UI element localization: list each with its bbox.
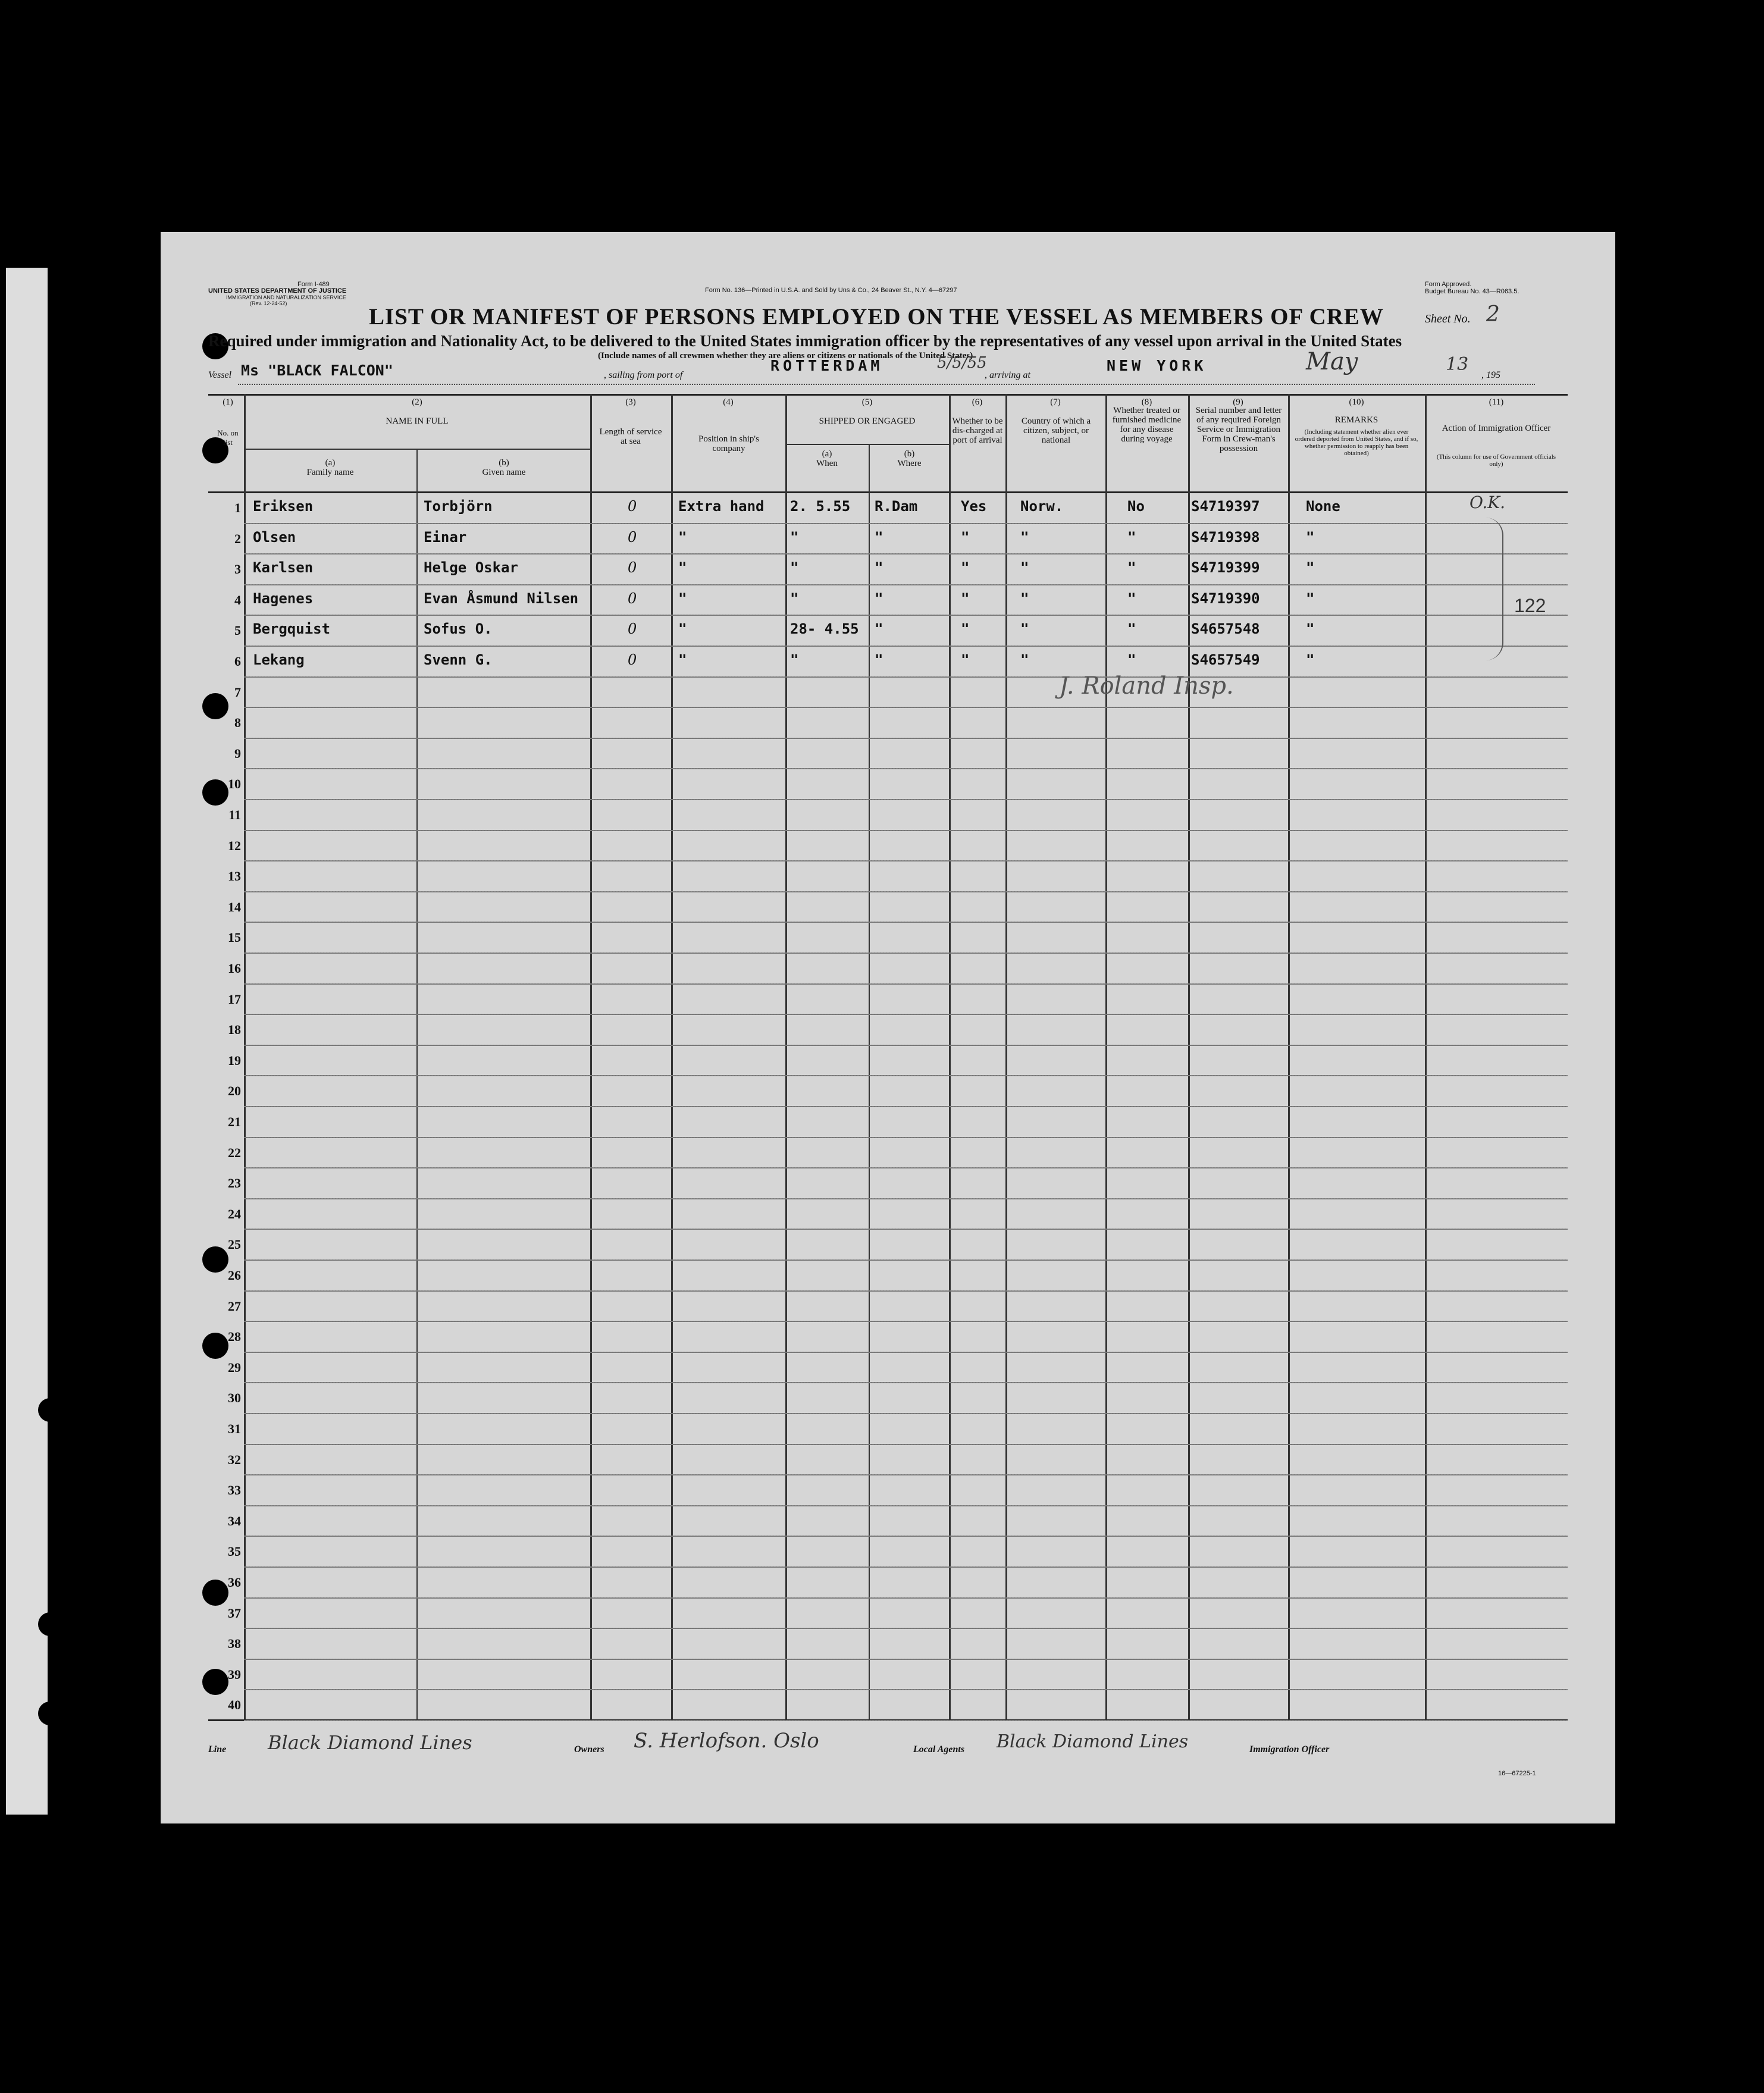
row-rule <box>244 1536 1568 1537</box>
when-cell: " <box>790 559 799 576</box>
row-number: 21 <box>228 1114 241 1129</box>
row-rule <box>244 1689 1568 1690</box>
given-name-cell: Einar <box>424 528 467 546</box>
when-cell: 28- 4.55 <box>790 621 859 638</box>
col-divider <box>1425 394 1427 1721</box>
col6-num: (6) <box>972 397 983 407</box>
line-label: Line <box>208 1744 227 1754</box>
table-top-border <box>208 394 1568 396</box>
discharge-cell: " <box>961 621 970 638</box>
service-cell: 0 <box>628 528 637 546</box>
officer-count: 122 <box>1514 595 1546 616</box>
sailing-date-hand: 5/5/55 <box>937 354 987 372</box>
row-number: 7 <box>234 684 241 700</box>
line-value: Black Diamond Lines <box>268 1731 472 1754</box>
col5-num: (5) <box>861 397 873 407</box>
row-rule <box>244 1628 1568 1629</box>
row-rule <box>244 584 1568 585</box>
row-rule <box>244 799 1568 800</box>
row-rule <box>244 1382 1568 1383</box>
row-number: 14 <box>228 899 241 914</box>
row-number: 9 <box>234 745 241 761</box>
col5a-header: (a) When <box>816 449 838 468</box>
col7-header: Country of which a citizen, subject, or national <box>1021 416 1091 445</box>
country-cell: " <box>1020 651 1029 668</box>
remarks-cell: None <box>1306 498 1340 515</box>
col7-num: (7) <box>1050 397 1061 407</box>
row-number: 5 <box>234 623 241 638</box>
col-divider <box>949 394 951 1721</box>
vessel-name: Ms "BLACK FALCON" <box>241 362 393 379</box>
where-cell: " <box>875 590 883 607</box>
where-cell: R.Dam <box>875 498 918 515</box>
col6-header: Whether to be dis-charged at port of arrival <box>952 416 1003 445</box>
service-cell: 0 <box>628 590 637 607</box>
row-number: 12 <box>228 838 241 853</box>
position-cell: Extra hand <box>678 498 764 515</box>
arriving-port: NEW YORK <box>1107 357 1207 374</box>
position-cell: " <box>678 528 687 546</box>
col2b-header: (b) Given name <box>482 458 526 477</box>
medicine-cell: " <box>1127 528 1136 546</box>
adjacent-page-strip <box>6 268 48 1815</box>
col11-header: Action of Immigration Officer <box>1442 424 1551 433</box>
row-rule <box>244 1198 1568 1199</box>
col3-header: Length of service at sea <box>599 427 662 446</box>
when-cell: 2. 5.55 <box>790 498 851 515</box>
header-bottom-border <box>208 491 1568 493</box>
row-rule <box>244 1659 1568 1660</box>
manifest-form <box>161 232 1615 1823</box>
row-rule <box>244 1720 1568 1721</box>
row-rule <box>244 1597 1568 1599</box>
family-name-cell: Karlsen <box>253 559 314 576</box>
row-number: 16 <box>228 961 241 976</box>
col4-num: (4) <box>723 397 734 407</box>
col-divider <box>671 394 673 1721</box>
discharge-cell: " <box>961 559 970 576</box>
row-number: 20 <box>228 1083 241 1099</box>
row-rule <box>244 1014 1568 1015</box>
row-number: 28 <box>228 1329 241 1345</box>
row-rule <box>244 1444 1568 1445</box>
col10-header: REMARKS <box>1334 415 1378 425</box>
col-divider <box>785 394 787 1721</box>
row-rule <box>244 1352 1568 1353</box>
when-cell: " <box>790 528 799 546</box>
row-number: 31 <box>228 1421 241 1436</box>
form-note: (Include names of all crewmen whether they are aliens or citizens or nationals of the United States) <box>598 351 973 361</box>
where-cell: " <box>875 528 883 546</box>
row-rule <box>244 1167 1568 1168</box>
row-rule <box>244 1474 1568 1475</box>
remarks-cell: " <box>1306 528 1315 546</box>
given-name-cell: Helge Oskar <box>424 559 518 576</box>
row-number: 3 <box>234 562 241 577</box>
remarks-cell: " <box>1306 621 1315 638</box>
row-rule <box>244 891 1568 892</box>
service-cell: 0 <box>628 559 637 576</box>
col4-header: Position in ship's company <box>698 434 759 453</box>
row-rule <box>244 707 1568 708</box>
when-cell: " <box>790 651 799 668</box>
row-number: 22 <box>228 1145 241 1160</box>
form-subtitle: Required under immigration and Nationality Act, to be delivered to the United States immigration officer by the representatives of any vessel upon arrival in the United States <box>208 332 1402 350</box>
col-divider <box>590 394 592 1721</box>
where-cell: " <box>875 559 883 576</box>
row-rule <box>244 860 1568 861</box>
row-number: 37 <box>228 1605 241 1621</box>
row-number: 18 <box>228 1022 241 1038</box>
col5b-header: (b) Where <box>897 449 922 468</box>
col1-num: (1) <box>223 397 233 407</box>
country-cell: " <box>1020 528 1029 546</box>
discharge-cell: " <box>961 590 970 607</box>
row-number: 29 <box>228 1359 241 1375</box>
row-rule <box>244 768 1568 769</box>
col-divider <box>1188 394 1190 1721</box>
col-divider <box>1005 394 1007 1721</box>
remarks-cell: " <box>1306 559 1315 576</box>
discharge-cell: " <box>961 528 970 546</box>
row-number: 30 <box>228 1390 241 1406</box>
country-cell: Norw. <box>1020 498 1064 515</box>
position-cell: " <box>678 621 687 638</box>
shipped-subhead-line <box>785 444 949 445</box>
row-rule <box>244 1505 1568 1506</box>
row-number: 38 <box>228 1636 241 1652</box>
col1-header: No. on list <box>217 428 239 447</box>
col8-num: (8) <box>1141 397 1152 407</box>
col11-num: (11) <box>1489 397 1504 407</box>
row-number: 8 <box>234 715 241 731</box>
row-number: 34 <box>228 1513 241 1528</box>
footer-code: 16—67225-1 <box>1498 1770 1536 1777</box>
where-cell: " <box>875 651 883 668</box>
col-divider <box>244 394 246 1721</box>
row-rule <box>244 615 1568 616</box>
serial-cell: S4719399 <box>1191 559 1260 576</box>
strip-notch <box>38 1856 54 1880</box>
row-rule <box>244 1075 1568 1076</box>
officer-bracket <box>1484 518 1503 660</box>
position-cell: " <box>678 590 687 607</box>
agents-label: Local Agents <box>913 1744 965 1754</box>
col11-note: (This column for use of Government officials only) <box>1436 453 1556 468</box>
row-number: 2 <box>234 531 241 546</box>
row-number: 35 <box>228 1544 241 1559</box>
sheet-number: 2 <box>1486 302 1500 327</box>
name-subhead-line <box>244 449 590 450</box>
given-name-cell: Svenn G. <box>424 651 493 668</box>
row-rule <box>244 1106 1568 1107</box>
country-cell: " <box>1020 621 1029 638</box>
row-rule <box>244 1259 1568 1261</box>
sailing-port: ROTTERDAM <box>770 357 883 374</box>
row-rule <box>244 676 1568 678</box>
col9-header: Serial number and letter of any required Foreign Service or Immigration Form in Crew-man's possession <box>1195 406 1282 453</box>
given-name-cell: Evan Åsmund Nilsen <box>424 590 579 607</box>
family-name-cell: Eriksen <box>253 498 314 515</box>
serial-cell: S4719397 <box>1191 498 1260 515</box>
family-name-cell: Olsen <box>253 528 296 546</box>
form-approved: Form Approved. <box>1425 281 1472 288</box>
row-number: 17 <box>228 991 241 1007</box>
row-number: 19 <box>228 1052 241 1068</box>
col-divider <box>869 444 870 1721</box>
col3-num: (3) <box>625 397 636 407</box>
position-cell: " <box>678 651 687 668</box>
row-number: 24 <box>228 1206 241 1221</box>
row-number: 13 <box>228 869 241 884</box>
officer-label: Immigration Officer <box>1249 1744 1330 1754</box>
service-cell: 0 <box>628 621 637 638</box>
col2-num: (2) <box>412 397 422 407</box>
arrival-month: May <box>1306 348 1358 375</box>
row-rule <box>244 1413 1568 1414</box>
row-number: 27 <box>228 1298 241 1314</box>
sheet-label: Sheet No. <box>1425 312 1471 325</box>
row-number: 10 <box>228 776 241 792</box>
voyage-underline <box>238 384 1535 386</box>
col10-note: (Including statement whether alien ever ordered deported from United States, and if so, whether permission to reapply has been obtained) <box>1295 428 1418 457</box>
form-title: LIST OR MANIFEST OF PERSONS EMPLOYED ON THE VESSEL AS MEMBERS OF CREW <box>369 304 1384 330</box>
revision: (Rev. 12-24-52) <box>250 300 287 306</box>
row-rule <box>244 1566 1568 1568</box>
arriving-label: , arriving at <box>985 370 1030 380</box>
row-number: 15 <box>228 930 241 945</box>
remarks-cell: " <box>1306 590 1315 607</box>
inspector-signature: J. Roland Insp. <box>1059 672 1234 700</box>
row-rule <box>244 646 1568 647</box>
row-rule <box>244 952 1568 954</box>
row-number: 33 <box>228 1483 241 1498</box>
row-number: 23 <box>228 1176 241 1191</box>
vessel-label: Vessel <box>208 370 232 380</box>
officer-mark: O.K. <box>1470 493 1506 512</box>
medicine-cell: " <box>1127 621 1136 638</box>
strip-notch <box>38 1398 54 1422</box>
family-name-cell: Hagenes <box>253 590 314 607</box>
row-number: 25 <box>228 1237 241 1252</box>
row-rule <box>244 738 1568 739</box>
col-divider <box>1288 394 1290 1721</box>
when-cell: " <box>790 590 799 607</box>
row-rule <box>244 1321 1568 1322</box>
printer-line: Form No. 136—Printed in U.S.A. and Sold by Uns & Co., 24 Beaver St., N.Y. 4—67297 <box>705 287 957 294</box>
department: UNITED STATES DEPARTMENT OF JUSTICE <box>208 287 347 294</box>
owners-value: S. Herlofson. Oslo <box>634 1729 819 1753</box>
row-number: 36 <box>228 1575 241 1590</box>
strip-notch <box>38 1612 54 1636</box>
serial-cell: S4657548 <box>1191 621 1260 638</box>
col2-header: NAME IN FULL <box>386 416 449 426</box>
medicine-cell: No <box>1127 498 1145 515</box>
row-number: 4 <box>234 592 241 607</box>
serial-cell: S4719398 <box>1191 528 1260 546</box>
discharge-cell: " <box>961 651 970 668</box>
row-rule <box>244 830 1568 831</box>
row-number: 11 <box>228 807 241 822</box>
col9-num: (9) <box>1233 397 1243 407</box>
given-name-cell: Torbjörn <box>424 498 493 515</box>
row-rule <box>244 523 1568 524</box>
strip-notch <box>38 1702 54 1725</box>
row-rule <box>244 553 1568 554</box>
discharge-cell: Yes <box>961 498 987 515</box>
family-name-cell: Lekang <box>253 651 305 668</box>
agents-value: Black Diamond Lines <box>997 1731 1189 1752</box>
service-cell: 0 <box>628 651 637 668</box>
serial-cell: S4719390 <box>1191 590 1260 607</box>
row-rule <box>244 983 1568 985</box>
sailing-label: , sailing from port of <box>604 370 683 380</box>
country-cell: " <box>1020 590 1029 607</box>
row-number: 40 <box>228 1697 241 1713</box>
row-rule <box>244 1290 1568 1292</box>
country-cell: " <box>1020 559 1029 576</box>
budget-number: Budget Bureau No. 43—R063.5. <box>1425 288 1519 295</box>
medicine-cell: " <box>1127 651 1136 668</box>
row-number: 32 <box>228 1452 241 1467</box>
row-rule <box>244 1045 1568 1046</box>
row-number: 6 <box>234 654 241 669</box>
col-divider <box>1105 394 1107 1721</box>
col-divider <box>416 449 418 1721</box>
row-rule <box>244 1137 1568 1138</box>
row-rule <box>244 922 1568 923</box>
arrival-year: , 195 <box>1481 370 1500 380</box>
row-number: 39 <box>228 1666 241 1682</box>
service: IMMIGRATION AND NATURALIZATION SERVICE <box>226 294 346 300</box>
family-name-cell: Bergquist <box>253 621 331 638</box>
remarks-cell: " <box>1306 651 1315 668</box>
position-cell: " <box>678 559 687 576</box>
medicine-cell: " <box>1127 590 1136 607</box>
col8-header: Whether treated or furnished medicine for any disease during voyage <box>1112 406 1182 444</box>
medicine-cell: " <box>1127 559 1136 576</box>
serial-cell: S4657549 <box>1191 651 1260 668</box>
col5-header: SHIPPED OR ENGAGED <box>819 416 916 426</box>
form-number: Form I-489 <box>297 281 330 288</box>
where-cell: " <box>875 621 883 638</box>
given-name-cell: Sofus O. <box>424 621 493 638</box>
row-number: 26 <box>228 1268 241 1283</box>
arrival-day: 13 <box>1446 354 1469 375</box>
row-number: 1 <box>234 500 241 515</box>
row-rule <box>244 1229 1568 1230</box>
owners-label: Owners <box>574 1744 604 1754</box>
service-cell: 0 <box>628 498 637 515</box>
col2a-header: (a) Family name <box>306 458 354 477</box>
col10-num: (10) <box>1349 397 1364 407</box>
